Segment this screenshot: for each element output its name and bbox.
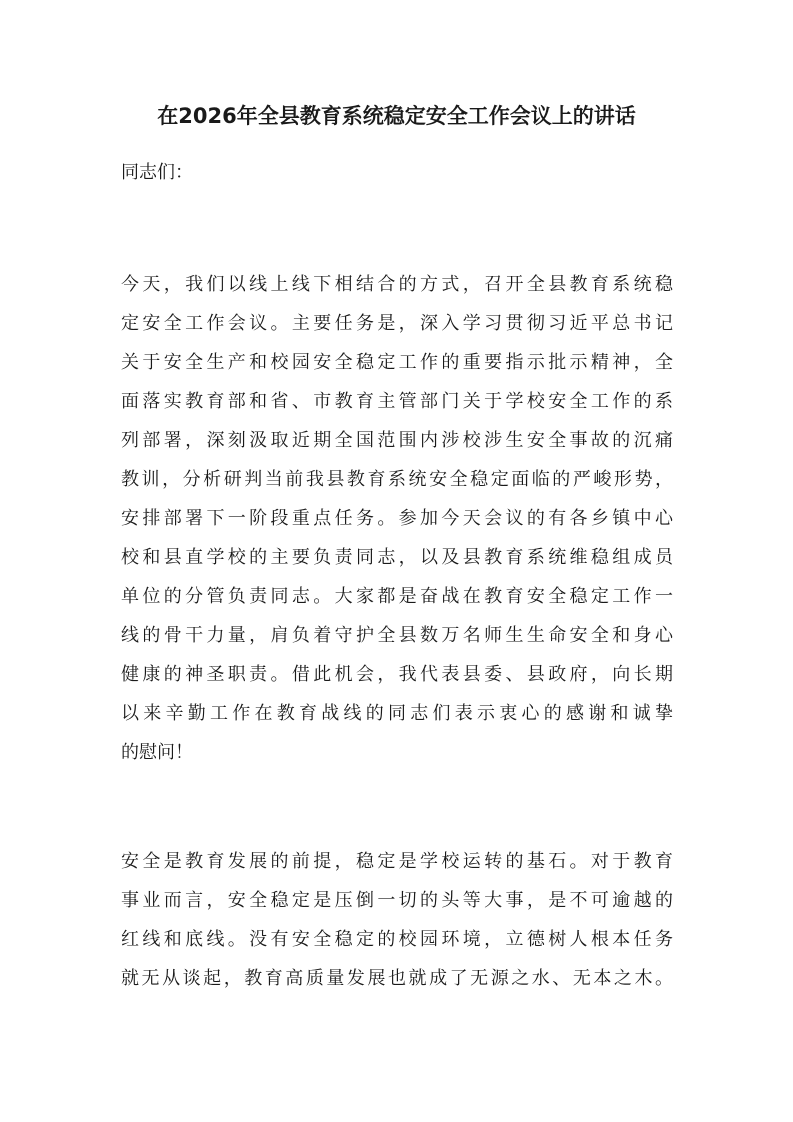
paragraph-line: 列部署，深刻汲取近期全国范围内涉校涉生安全事故的沉痛 <box>121 430 673 451</box>
paragraph-line: 面落实教育部和省、市教育主管部门关于学校安全工作的系 <box>121 391 673 412</box>
paragraph-line: 线的骨干力量，肩负着守护全县数万名师生生命安全和身心 <box>121 625 673 646</box>
paragraph-line: 单位的分管负责同志。大家都是奋战在教育安全稳定工作一 <box>121 586 673 607</box>
paragraph-line: 以来辛勤工作在教育战线的同志们表示衷心的感谢和诚挚 <box>121 703 673 724</box>
greeting: 同志们： <box>121 162 193 183</box>
paragraph-line: 的慰问！ <box>121 742 193 763</box>
paragraph-safety-importance <box>121 849 673 1005</box>
paragraph-line: 事业而言，安全稳定是压倒一切的头等大事，是不可逾越的 <box>121 890 673 911</box>
paragraph-line: 红线和底线。没有安全稳定的校园环境，立德树人根本任务 <box>121 929 673 950</box>
paragraph-line: 今天，我们以线上线下相结合的方式，召开全县教育系统稳 <box>121 274 673 295</box>
paragraph-opening <box>121 272 673 779</box>
paragraph-line: 安排部署下一阶段重点任务。参加今天会议的有各乡镇中心 <box>121 508 673 529</box>
paragraph-line: 关于安全生产和校园安全稳定工作的重要指示批示精神，全 <box>121 352 673 373</box>
paragraph-line: 健康的神圣职责。借此机会，我代表县委、县政府，向长期 <box>121 664 673 685</box>
paragraph-line: 教训，分析研判当前我县教育系统安全稳定面临的严峻形势， <box>121 469 673 490</box>
paragraph-line: 就无从谈起，教育高质量发展也就成了无源之水、无本之木。 <box>121 968 673 989</box>
paragraph-line: 定安全工作会议。主要任务是，深入学习贯彻习近平总书记 <box>121 313 673 334</box>
paragraph-line: 安全是教育发展的前提，稳定是学校运转的基石。对于教育 <box>121 851 673 872</box>
paragraph-line: 校和县直学校的主要负责同志，以及县教育系统维稳组成员 <box>121 547 673 568</box>
document-title: 在2026年全县教育系统稳定安全工作会议上的讲话 <box>157 104 636 128</box>
